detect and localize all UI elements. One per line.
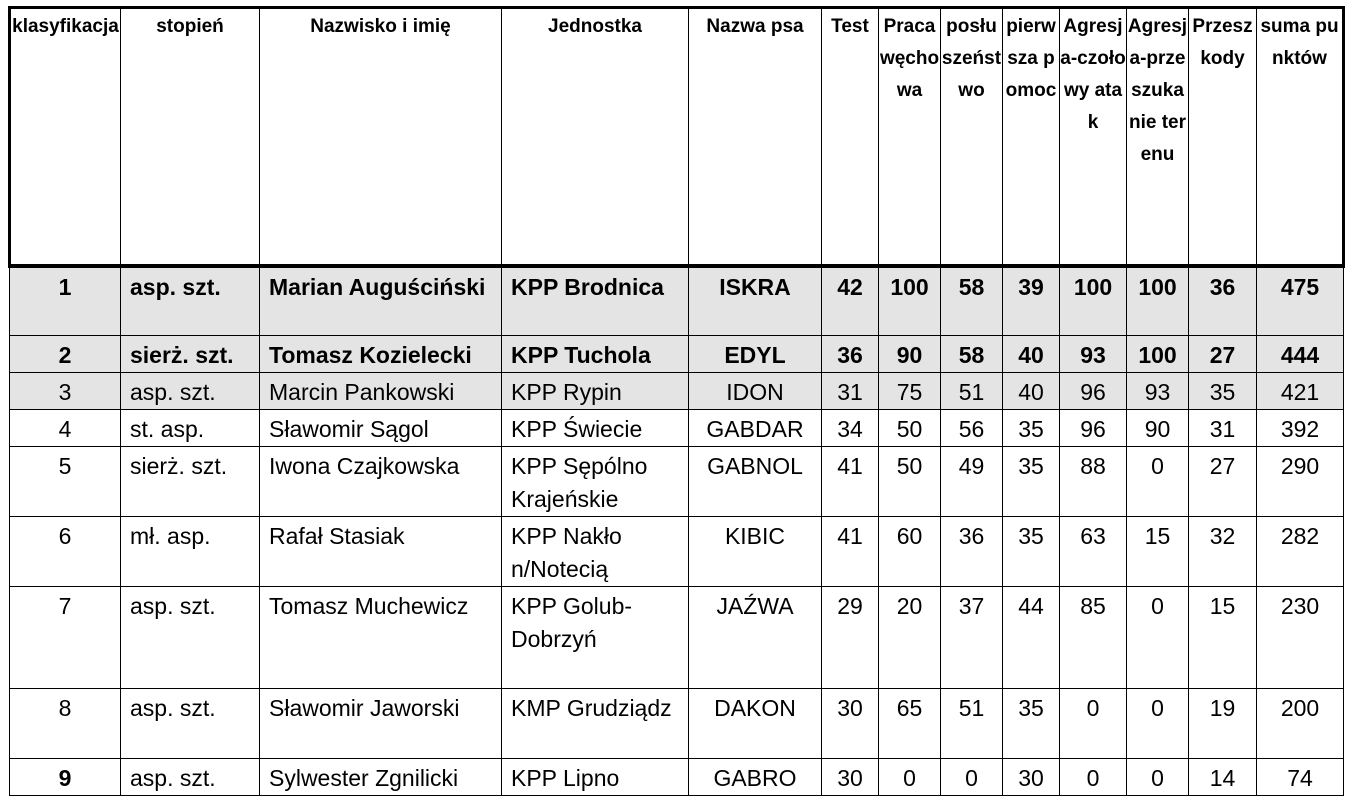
cell-work: 100 bbox=[879, 266, 941, 336]
cell-grade: sierż. szt. bbox=[121, 447, 260, 517]
cell-unit: KPP Brodnica bbox=[502, 266, 689, 336]
table-row bbox=[10, 336, 1344, 373]
cell-dog: GABDAR bbox=[689, 410, 822, 447]
cell-grade: mł. asp. bbox=[121, 517, 260, 587]
cell-aggr-attack: 0 bbox=[1060, 759, 1127, 796]
cell-unit: KPP Rypin bbox=[502, 373, 689, 410]
header-cell-dog: Nazwa psa bbox=[689, 8, 822, 266]
cell-aggr-search: 90 bbox=[1127, 410, 1189, 447]
cell-grade: asp. szt. bbox=[121, 587, 260, 689]
cell-aggr-search: 93 bbox=[1127, 373, 1189, 410]
cell-total: 392 bbox=[1257, 410, 1344, 447]
header-cell-obstacles: Przeszkody bbox=[1189, 8, 1257, 266]
cell-unit: KPP Golub-Dobrzyń bbox=[502, 587, 689, 689]
cell-name: Tomasz Kozielecki bbox=[260, 336, 502, 373]
table-row bbox=[10, 759, 1344, 796]
header-cell-first-aid: pierwsza pomoc bbox=[1003, 8, 1060, 266]
cell-rank: 5 bbox=[10, 447, 121, 517]
cell-first-aid: 35 bbox=[1003, 410, 1060, 447]
header-cell-rank: klasyfikacja bbox=[10, 8, 121, 266]
cell-name: Tomasz Muchewicz bbox=[260, 587, 502, 689]
cell-obedience: 49 bbox=[941, 447, 1003, 517]
cell-aggr-attack: 63 bbox=[1060, 517, 1127, 587]
cell-work: 90 bbox=[879, 336, 941, 373]
cell-first-aid: 35 bbox=[1003, 689, 1060, 759]
cell-dog: GABNOL bbox=[689, 447, 822, 517]
cell-dog: DAKON bbox=[689, 689, 822, 759]
table-row bbox=[10, 587, 1344, 689]
cell-rank: 1 bbox=[10, 266, 121, 336]
cell-work: 0 bbox=[879, 759, 941, 796]
table-row bbox=[10, 447, 1344, 517]
cell-work: 20 bbox=[879, 587, 941, 689]
cell-rank: 2 bbox=[10, 336, 121, 373]
cell-obstacles: 27 bbox=[1189, 336, 1257, 373]
cell-obstacles: 35 bbox=[1189, 373, 1257, 410]
cell-unit: KPP Świecie bbox=[502, 410, 689, 447]
cell-obedience: 56 bbox=[941, 410, 1003, 447]
cell-unit: KPP Nakło n/Notecią bbox=[502, 517, 689, 587]
header-cell-total: suma punktów bbox=[1257, 8, 1344, 266]
cell-unit: KPP Sępólno Krajeńskie bbox=[502, 447, 689, 517]
cell-obstacles: 31 bbox=[1189, 410, 1257, 447]
cell-first-aid: 40 bbox=[1003, 336, 1060, 373]
cell-test: 36 bbox=[822, 336, 879, 373]
cell-aggr-search: 0 bbox=[1127, 587, 1189, 689]
cell-aggr-search: 0 bbox=[1127, 689, 1189, 759]
cell-rank: 8 bbox=[10, 689, 121, 759]
cell-dog: GABRO bbox=[689, 759, 822, 796]
cell-aggr-attack: 100 bbox=[1060, 266, 1127, 336]
cell-aggr-search: 0 bbox=[1127, 447, 1189, 517]
cell-dog: EDYL bbox=[689, 336, 822, 373]
cell-test: 41 bbox=[822, 517, 879, 587]
cell-grade: st. asp. bbox=[121, 410, 260, 447]
cell-rank: 6 bbox=[10, 517, 121, 587]
cell-total: 475 bbox=[1257, 266, 1344, 336]
cell-dog: IDON bbox=[689, 373, 822, 410]
header-cell-unit: Jednostka bbox=[502, 8, 689, 266]
cell-unit: KPP Lipno bbox=[502, 759, 689, 796]
cell-dog: JAŹWA bbox=[689, 587, 822, 689]
cell-aggr-attack: 96 bbox=[1060, 373, 1127, 410]
cell-aggr-attack: 85 bbox=[1060, 587, 1127, 689]
cell-obstacles: 27 bbox=[1189, 447, 1257, 517]
cell-grade: sierż. szt. bbox=[121, 336, 260, 373]
cell-rank: 3 bbox=[10, 373, 121, 410]
table-row bbox=[10, 689, 1344, 759]
cell-obedience: 37 bbox=[941, 587, 1003, 689]
cell-aggr-search: 15 bbox=[1127, 517, 1189, 587]
cell-grade: asp. szt. bbox=[121, 689, 260, 759]
cell-test: 41 bbox=[822, 447, 879, 517]
cell-test: 34 bbox=[822, 410, 879, 447]
cell-aggr-search: 0 bbox=[1127, 759, 1189, 796]
cell-aggr-attack: 0 bbox=[1060, 689, 1127, 759]
cell-test: 30 bbox=[822, 759, 879, 796]
cell-total: 444 bbox=[1257, 336, 1344, 373]
cell-unit: KMP Grudziądz bbox=[502, 689, 689, 759]
cell-work: 65 bbox=[879, 689, 941, 759]
cell-first-aid: 35 bbox=[1003, 517, 1060, 587]
cell-first-aid: 30 bbox=[1003, 759, 1060, 796]
cell-aggr-search: 100 bbox=[1127, 266, 1189, 336]
cell-grade: asp. szt. bbox=[121, 266, 260, 336]
cell-rank: 7 bbox=[10, 587, 121, 689]
cell-name: Marian Auguściński bbox=[260, 266, 502, 336]
cell-rank: 9 bbox=[10, 759, 121, 796]
cell-obedience: 51 bbox=[941, 689, 1003, 759]
cell-name: Marcin Pankowski bbox=[260, 373, 502, 410]
cell-grade: asp. szt. bbox=[121, 759, 260, 796]
cell-test: 42 bbox=[822, 266, 879, 336]
header-cell-name: Nazwisko i imię bbox=[260, 8, 502, 266]
cell-unit: KPP Tuchola bbox=[502, 336, 689, 373]
cell-name: Sylwester Zgnilicki bbox=[260, 759, 502, 796]
cell-work: 50 bbox=[879, 410, 941, 447]
header-cell-work: Praca węchowa bbox=[879, 8, 941, 266]
header-row bbox=[10, 8, 1344, 266]
results-table bbox=[8, 6, 1345, 796]
cell-obstacles: 14 bbox=[1189, 759, 1257, 796]
header-cell-aggr-attack: Agresja-czołowy atak bbox=[1060, 8, 1127, 266]
cell-first-aid: 44 bbox=[1003, 587, 1060, 689]
cell-test: 29 bbox=[822, 587, 879, 689]
table-row bbox=[10, 373, 1344, 410]
cell-first-aid: 35 bbox=[1003, 447, 1060, 517]
cell-dog: ISKRA bbox=[689, 266, 822, 336]
cell-name: Sławomir Jaworski bbox=[260, 689, 502, 759]
cell-obstacles: 36 bbox=[1189, 266, 1257, 336]
cell-obstacles: 19 bbox=[1189, 689, 1257, 759]
cell-total: 74 bbox=[1257, 759, 1344, 796]
cell-total: 421 bbox=[1257, 373, 1344, 410]
cell-test: 30 bbox=[822, 689, 879, 759]
cell-aggr-attack: 93 bbox=[1060, 336, 1127, 373]
cell-first-aid: 39 bbox=[1003, 266, 1060, 336]
cell-aggr-attack: 96 bbox=[1060, 410, 1127, 447]
cell-name: Iwona Czajkowska bbox=[260, 447, 502, 517]
cell-test: 31 bbox=[822, 373, 879, 410]
table-row bbox=[10, 266, 1344, 336]
cell-obedience: 58 bbox=[941, 266, 1003, 336]
header-cell-test: Test bbox=[822, 8, 879, 266]
cell-aggr-search: 100 bbox=[1127, 336, 1189, 373]
cell-dog: KIBIC bbox=[689, 517, 822, 587]
table-row bbox=[10, 410, 1344, 447]
header-cell-grade: stopień bbox=[121, 8, 260, 266]
cell-obedience: 36 bbox=[941, 517, 1003, 587]
cell-total: 290 bbox=[1257, 447, 1344, 517]
cell-rank: 4 bbox=[10, 410, 121, 447]
results-body bbox=[10, 266, 1344, 796]
header-cell-aggr-search: Agresja-przeszukanie terenu bbox=[1127, 8, 1189, 266]
cell-obedience: 58 bbox=[941, 336, 1003, 373]
cell-grade: asp. szt. bbox=[121, 373, 260, 410]
cell-work: 75 bbox=[879, 373, 941, 410]
cell-work: 50 bbox=[879, 447, 941, 517]
table-row bbox=[10, 517, 1344, 587]
cell-work: 60 bbox=[879, 517, 941, 587]
cell-obstacles: 15 bbox=[1189, 587, 1257, 689]
cell-obedience: 51 bbox=[941, 373, 1003, 410]
cell-name: Sławomir Sągol bbox=[260, 410, 502, 447]
cell-obedience: 0 bbox=[941, 759, 1003, 796]
cell-aggr-attack: 88 bbox=[1060, 447, 1127, 517]
cell-obstacles: 32 bbox=[1189, 517, 1257, 587]
cell-total: 282 bbox=[1257, 517, 1344, 587]
cell-total: 230 bbox=[1257, 587, 1344, 689]
header-cell-obedience: posłuszeństwo bbox=[941, 8, 1003, 266]
cell-first-aid: 40 bbox=[1003, 373, 1060, 410]
cell-total: 200 bbox=[1257, 689, 1344, 759]
cell-name: Rafał Stasiak bbox=[260, 517, 502, 587]
